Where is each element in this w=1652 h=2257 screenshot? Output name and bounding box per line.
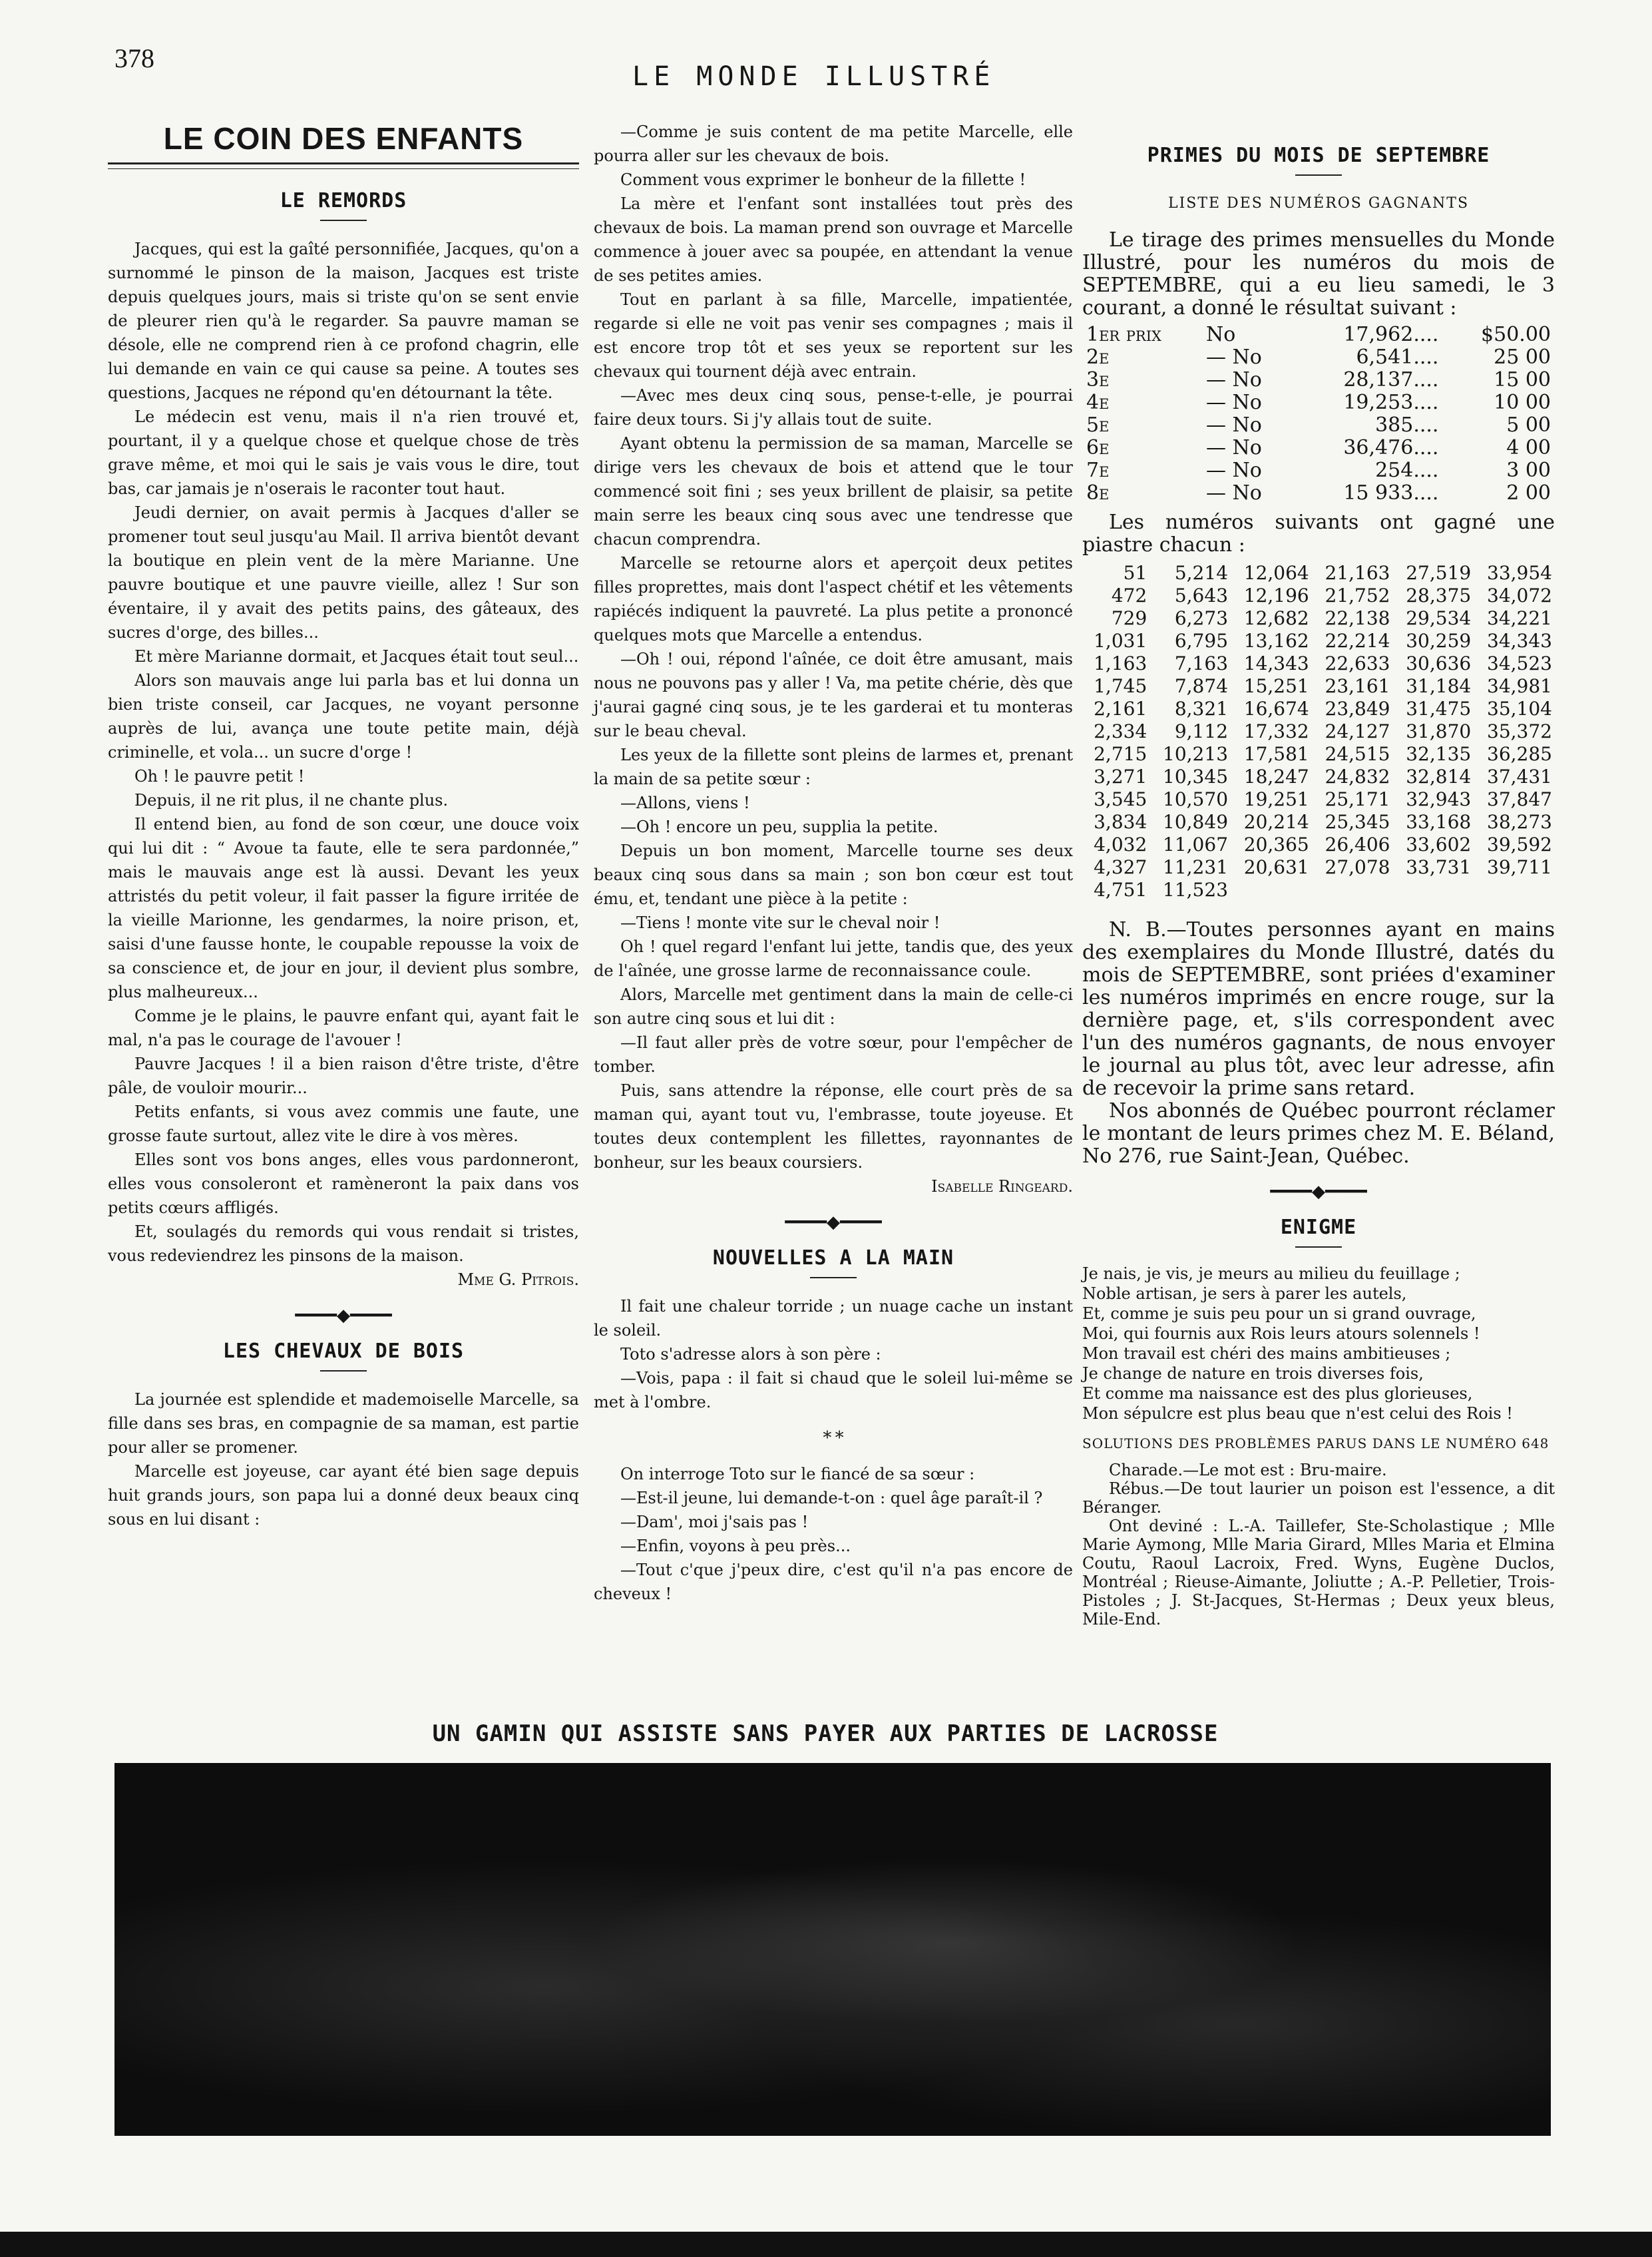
- winning-number: 22,138: [1325, 607, 1390, 629]
- winners-row: [1082, 630, 1555, 652]
- column-right: [1082, 120, 1555, 1629]
- ornament-divider: ━━━━◆━━━━: [1270, 1182, 1367, 1202]
- paragraph: —Oh ! oui, répond l'aînée, ce doit être amusant, mais nous ne pouvons pas y aller ! Va, ma petite chérie, dès que j'aurai gagné cinq sous, je te les garderai et tu monteras sur le beau cheval.: [594, 650, 1073, 740]
- winning-number: 34,072: [1487, 585, 1552, 607]
- paragraph: La journée est splendide et mademoiselle Marcelle, sa fille dans ses bras, en compagnie de sa maman, est partie pour aller se promener.: [108, 1390, 579, 1457]
- prize-number: 19,253....: [1343, 391, 1439, 414]
- article-title-chevaux: LES CHEVAUX DE BOIS: [222, 1340, 465, 1363]
- winning-number: 11,523: [1163, 879, 1229, 901]
- winning-number: 19,251: [1243, 788, 1309, 810]
- paragraph: —Enfin, voyons à peu près...: [620, 1537, 851, 1555]
- article-title-nouvelles: NOUVELLES A LA MAIN: [712, 1246, 954, 1270]
- section-title: LE COIN DES ENFANTS: [163, 121, 524, 156]
- paragraph: Les yeux de la fillette sont pleins de larmes et, prenant la main de sa petite sœur :: [594, 746, 1073, 788]
- paragraph: Oh ! le pauvre petit !: [134, 767, 305, 786]
- winning-number: 13,162: [1243, 630, 1309, 652]
- winning-number: 12,064: [1243, 562, 1309, 584]
- winning-number: 34,981: [1487, 675, 1552, 697]
- paragraph: Jeudi dernier, on avait permis à Jacques d'aller se promener tout seul jusqu'au Mail. Il arriva bientôt devant la boutique en plein vent de la mère Marianne. Une pauvre boutique et une pauvre vieille, allez ! Sur son éventaire, il y avait des petits pains, des gâteaux, des sucres d'orge, des billes...: [108, 503, 579, 642]
- prize-amount: 25 00: [1494, 346, 1551, 369]
- winning-number: [1474, 879, 1555, 901]
- winners-row: [1082, 811, 1555, 834]
- paragraph: Comment vous exprimer le bonheur de la fillette !: [620, 170, 1026, 189]
- piastre-intro: Les numéros suivants ont gagné une piastre chacun :: [1082, 511, 1555, 557]
- winning-number: 5,214: [1174, 562, 1229, 584]
- prize-rank: 8e: [1086, 481, 1110, 505]
- poem-line: Noble artisan, je sers à parer les autels,: [1082, 1284, 1407, 1303]
- poem-line: Et, comme je suis peu pour un si grand ouvrage,: [1082, 1304, 1476, 1323]
- winning-number: 4,327: [1094, 856, 1147, 878]
- winning-number: [1392, 879, 1474, 901]
- paragraph: Alors, Marcelle met gentiment dans la main de celle-ci son autre cinq sous et lui dit :: [594, 985, 1073, 1028]
- winning-number: 21,163: [1325, 562, 1390, 584]
- primes-intro: Le tirage des primes mensuelles du Monde Illustré, pour les numéros du mois de SEPTEMBRE, qui a eu lieu samedi, le 3 courant, a donné le résultat suivant :: [1082, 228, 1555, 320]
- winning-number: 33,168: [1406, 811, 1472, 833]
- winners-row: [1082, 675, 1555, 698]
- winning-number: 37,431: [1487, 766, 1552, 788]
- winning-number: 729: [1111, 607, 1147, 629]
- prize-number: 17,962....: [1343, 323, 1439, 346]
- winning-number: 31,475: [1406, 698, 1472, 720]
- winners-row: [1082, 743, 1555, 766]
- poem-line: Et comme ma naissance est des plus glorieuses,: [1082, 1384, 1473, 1403]
- prize-no: No: [1205, 323, 1236, 346]
- paragraph: Pauvre Jacques ! il a bien raison d'être triste, d'être pâle, de vouloir mourir...: [108, 1055, 579, 1097]
- winning-number: 2,161: [1094, 698, 1147, 720]
- winning-number: 1,163: [1094, 652, 1147, 674]
- asterism: * *: [823, 1428, 844, 1448]
- winning-number: 27,078: [1325, 856, 1390, 878]
- prize-amount: $50.00: [1481, 323, 1551, 346]
- prize-no: — No: [1205, 368, 1262, 391]
- winning-number: 30,259: [1406, 630, 1472, 652]
- paragraph: Marcelle est joyeuse, car ayant été bien sage depuis huit grands jours, son papa lui a donné deux beaux cinq sous en lui disant :: [108, 1462, 579, 1529]
- prize-row: [1082, 324, 1555, 346]
- winning-number: 15,251: [1243, 675, 1309, 697]
- winning-number: 33,602: [1406, 834, 1472, 856]
- winning-number: 32,135: [1406, 743, 1472, 765]
- winning-number: 2,334: [1094, 720, 1147, 742]
- winners-row: [1082, 562, 1555, 585]
- winners-row: [1082, 607, 1555, 630]
- winning-number: 11,067: [1163, 834, 1229, 856]
- paragraph: Puis, sans attendre la réponse, elle court près de sa maman qui, ayant tout vu, l'embrasse, toute joyeuse. Et toutes deux contemplent les fillettes, rayonnantes de bonheur, sur les beaux coursiers.: [594, 1081, 1073, 1172]
- winners-row: [1082, 879, 1555, 901]
- paragraph: —Allons, viens !: [620, 794, 750, 812]
- winning-number: 33,731: [1406, 856, 1472, 878]
- prize-amount: 5 00: [1506, 413, 1551, 437]
- winning-number: 25,345: [1325, 811, 1390, 833]
- article-body-chevaux: [108, 1387, 579, 1531]
- paragraph: —Oh ! encore un peu, supplia la petite.: [620, 818, 938, 836]
- winning-number: 32,943: [1406, 788, 1472, 810]
- prize-row: [1082, 482, 1555, 505]
- prize-rank: 2e: [1086, 346, 1110, 369]
- winning-number: [1312, 879, 1393, 901]
- winning-number: 3,834: [1094, 811, 1147, 833]
- winning-number: 2,715: [1094, 743, 1147, 765]
- winning-number: 39,711: [1487, 856, 1552, 878]
- paragraph: Depuis, il ne rit plus, il ne chante plus.: [134, 791, 449, 810]
- winning-number: 1,745: [1094, 675, 1147, 697]
- winning-numbers-table: [1082, 562, 1555, 901]
- paragraph: Depuis un bon moment, Marcelle tourne ses deux beaux cinq sous dans sa main ; son bon cœur est tout ému, et, tendant une pièce à la petite :: [594, 842, 1073, 908]
- paragraph: —Tout c'que j'peux dire, c'est qu'il n'a pas encore de cheveux !: [594, 1561, 1073, 1603]
- winners-row: [1082, 766, 1555, 788]
- prize-rank: 5e: [1086, 413, 1110, 437]
- paragraph: Ayant obtenu la permission de sa maman, Marcelle se dirige vers les chevaux de bois et attend que le tour commencé soit fini ; ses yeux brillent de plaisir, sa petite main serre les beaux cinq sous avec une tendresse que chacun comprendra.: [594, 434, 1073, 549]
- prize-number: 385....: [1375, 413, 1439, 437]
- winning-number: 23,849: [1325, 698, 1390, 720]
- paragraph: —Est-il jeune, lui demande-t-on : quel âge paraît-il ?: [620, 1489, 1043, 1507]
- winning-number: 3,271: [1094, 766, 1147, 788]
- column-middle: [594, 120, 1073, 1606]
- paragraph: —Avec mes deux cinq sous, pense-t-elle, je pourrai faire deux tours. Si j'y allais tout de suite.: [594, 386, 1073, 429]
- winning-number: 20,631: [1243, 856, 1309, 878]
- winning-number: 12,682: [1243, 607, 1309, 629]
- solutions-heading: SOLUTIONS DES PROBLÈMES PARUS DANS LE NUMÉRO 648: [1082, 1435, 1549, 1451]
- winning-number: 14,343: [1243, 652, 1309, 674]
- paragraph: —Il faut aller près de votre sœur, pour l'empêcher de tomber.: [594, 1033, 1073, 1076]
- prize-number: 28,137....: [1343, 368, 1439, 391]
- nouvelles-part-1: [594, 1294, 1073, 1414]
- prize-no: — No: [1205, 413, 1262, 437]
- paragraph: Marcelle se retourne alors et aperçoit deux petites filles proprettes, mais dont l'aspect chétif et les vêtements rapiécés indiquent la pauvreté. La plus petite a prononcé quelques mots que Marcelle a entendus.: [594, 554, 1073, 644]
- winning-number: 21,752: [1325, 585, 1390, 607]
- winners-row: [1082, 834, 1555, 856]
- poem-line: Mon travail est chéri des mains ambitieuses ;: [1082, 1344, 1451, 1363]
- winning-number: 4,751: [1094, 879, 1147, 901]
- winning-number: 6,273: [1174, 607, 1229, 629]
- winners-row: [1082, 788, 1555, 811]
- prize-number: 254....: [1375, 459, 1439, 482]
- winning-number: 34,523: [1487, 652, 1552, 674]
- primes-title: PRIMES DU MOIS DE SEPTEMBRE: [1147, 144, 1490, 167]
- solution-rebus: Rébus.—De tout laurier un poison est l'essence, a dit Béranger.: [1082, 1479, 1555, 1517]
- winning-number: 31,184: [1406, 675, 1472, 697]
- title-rule: [1295, 174, 1342, 176]
- winning-number: 10,570: [1163, 788, 1229, 810]
- winning-number: [1231, 879, 1312, 901]
- nouvelles-part-2: [594, 1462, 1073, 1606]
- prize-no: — No: [1205, 459, 1262, 482]
- poem-line: Je change de nature en trois diverses fois,: [1082, 1364, 1424, 1383]
- paragraph: —Vois, papa : il fait si chaud que le soleil lui-même se met à l'ombre.: [594, 1369, 1073, 1411]
- masthead: LE MONDE ILLUSTRÉ: [632, 61, 996, 92]
- winning-number: 25,171: [1325, 788, 1390, 810]
- prize-row: [1082, 414, 1555, 437]
- winning-number: 472: [1111, 585, 1147, 607]
- illustration-caption: UN GAMIN QUI ASSISTE SANS PAYER AUX PARTIES DE LACROSSE: [432, 1720, 1219, 1747]
- winning-number: 10,345: [1163, 766, 1229, 788]
- winning-number: 35,372: [1487, 720, 1552, 742]
- winning-number: 17,581: [1243, 743, 1309, 765]
- winning-number: 12,196: [1243, 585, 1309, 607]
- paragraph: Tout en parlant à sa fille, Marcelle, impatientée, regarde si elle ne voit pas venir ses compagnes ; mais il est encore trop tôt et ses yeux se reportent sur les chevaux qui tournent déjà avec entrain.: [594, 290, 1073, 381]
- paragraph: Elles sont vos bons anges, elles vous pardonneront, elles vous consoleront et ramèneront la paix dans vos petits cœurs affligés.: [108, 1150, 579, 1217]
- scan-edge: [0, 2232, 1652, 2257]
- quebec-note: Nos abonnés de Québec pourront réclamer le montant de leurs primes chez M. E. Béland, No 276, rue Saint-Jean, Québec.: [1082, 1099, 1555, 1168]
- article-body-remords: [108, 237, 579, 1268]
- winners-row: [1082, 720, 1555, 743]
- winning-number: 22,214: [1325, 630, 1390, 652]
- paragraph: Alors son mauvais ange lui parla bas et lui donna un bien triste conseil, car Jacques, ne voyant personne auprès de lui, avança une toute petite main, déjà criminelle, et vola... un sucre d'orge !: [108, 671, 579, 762]
- enigme-title: ENIGME: [1280, 1216, 1357, 1239]
- paragraph: Et, soulagés du remords qui vous rendait si tristes, vous redeviendrez les pinsons de la maison.: [108, 1222, 579, 1265]
- prize-amount: 15 00: [1494, 368, 1551, 391]
- double-rule: [108, 162, 579, 169]
- prize-rank: 3e: [1086, 368, 1110, 391]
- prize-amount: 10 00: [1494, 391, 1551, 414]
- solution-charade: Charade.—Le mot est : Bru-maire.: [1109, 1461, 1387, 1479]
- prize-amount: 3 00: [1506, 459, 1551, 482]
- nb-note: N. B.—Toutes personnes ayant en mains des exemplaires du Monde Illustré, datés du mois de SEPTEMBRE, sont priées d'examiner les numéros imprimés en encre rouge, sur la dernière page, et, s'ils correspondent avec l'un des numéros gagnants, de nous envoyer le journal au plus tôt, avec leur adresse, afin de recevoir la prime sans retard.: [1082, 918, 1555, 1100]
- prize-row: [1082, 459, 1555, 482]
- paragraph: Il entend bien, au fond de son cœur, une douce voix qui lui dit : “ Avoue ta faute, elle te sera pardonnée,” mais le mauvais ange est là aussi. Devant les yeux attristés du petit voleur, il fait passer la figure irritée de la vieille Marionne, les gendarmes, la noire prison, et, saisi d'une fausse honte, le coupable repousse la voix de sa conscience et, de jour en jour, il devient plus sombre, plus malheureux...: [108, 815, 579, 1001]
- winning-number: 4,032: [1094, 834, 1147, 856]
- title-rule: [810, 1277, 857, 1278]
- winning-number: 28,375: [1406, 585, 1472, 607]
- prize-no: — No: [1205, 481, 1262, 505]
- title-rule: [320, 220, 367, 221]
- winning-number: 10,213: [1163, 743, 1229, 765]
- prize-no: — No: [1205, 346, 1262, 369]
- winning-number: 34,221: [1487, 607, 1552, 629]
- prize-row: [1082, 391, 1555, 414]
- paragraph: Petits enfants, si vous avez commis une faute, une grosse faute surtout, allez vite le dire à vos mères.: [108, 1103, 579, 1145]
- prize-number: 36,476....: [1343, 436, 1439, 459]
- winners-row: [1082, 698, 1555, 720]
- winning-number: 16,674: [1243, 698, 1309, 720]
- prize-row: [1082, 346, 1555, 369]
- prize-number: 6,541....: [1356, 346, 1439, 369]
- title-rule: [1295, 1246, 1342, 1248]
- paragraph: Le médecin est venu, mais il n'a rien trouvé et, pourtant, il y a quelque chose et quelque chose de très grave même, et moi qui le sais je vais vous le dire, tout bas, car jamais je n'oserais le raconter tout haut.: [108, 407, 579, 498]
- winning-number: 24,515: [1325, 743, 1390, 765]
- winners-row: [1082, 652, 1555, 675]
- poem-line: Mon sépulcre est plus beau que n'est celui des Rois !: [1082, 1404, 1513, 1423]
- winning-number: 51: [1123, 562, 1147, 584]
- article-title-remords: LE REMORDS: [280, 189, 407, 212]
- paragraph: Toto s'adresse alors à son père :: [620, 1345, 881, 1364]
- winning-number: 7,163: [1174, 652, 1229, 674]
- paragraph: La mère et l'enfant sont installées tout près des chevaux de bois. La maman prend son ouvrage et Marcelle commence à jouer avec sa poupée, en attendant la venue de ses petites amies.: [594, 194, 1073, 285]
- winning-number: 30,636: [1406, 652, 1472, 674]
- winning-number: 17,332: [1243, 720, 1309, 742]
- prize-rank: 7e: [1086, 459, 1110, 482]
- winning-number: 8,321: [1174, 698, 1229, 720]
- winning-number: 9,112: [1174, 720, 1229, 742]
- prize-rank: 1er prix: [1086, 323, 1161, 346]
- signature-pitrois: Mme G. Pitrois.: [457, 1270, 579, 1289]
- winning-number: 7,874: [1174, 675, 1229, 697]
- winning-number: 11,231: [1163, 856, 1229, 878]
- winning-number: 32,814: [1406, 766, 1472, 788]
- winning-number: 34,343: [1487, 630, 1552, 652]
- winning-number: 33,954: [1487, 562, 1552, 584]
- paragraph: Il fait une chaleur torride ; un nuage cache un instant le soleil.: [594, 1297, 1073, 1340]
- prize-amount: 2 00: [1506, 481, 1551, 505]
- winning-number: 39,592: [1487, 834, 1552, 856]
- winning-number: 37,847: [1487, 788, 1552, 810]
- winning-number: 29,534: [1406, 607, 1472, 629]
- ornament-divider: ━━━━◆━━━━: [295, 1306, 392, 1326]
- paragraph: Jacques, qui est la gaîté personnifiée, Jacques, qu'on a surnommé le pinson de la maison, Jacques est triste depuis quelques jours, mais si triste qu'on se sent envie de pleurer rien qu'à le regarder. Sa pauvre maman se désole, elle ne comprend rien à ce profond chagrin, elle lui demande en vain ce qui cause sa peine. A toutes ses questions, Jacques ne répond qu'en détournant la tête.: [108, 240, 579, 402]
- winning-number: 26,406: [1325, 834, 1390, 856]
- enigme-poem: [1082, 1264, 1555, 1423]
- poem-line: Moi, qui fournis aux Rois leurs atours solennels !: [1082, 1324, 1480, 1343]
- title-rule: [320, 1370, 367, 1372]
- winning-number: 36,285: [1487, 743, 1552, 765]
- winning-number: 24,832: [1325, 766, 1390, 788]
- winners-row: [1082, 856, 1555, 879]
- winning-number: 3,545: [1094, 788, 1147, 810]
- prize-row: [1082, 369, 1555, 391]
- prize-number: 15 933....: [1343, 481, 1439, 505]
- page-number: 378: [114, 43, 154, 73]
- winning-number: 1,031: [1094, 630, 1147, 652]
- winning-number: 20,365: [1243, 834, 1309, 856]
- winning-number: 31,870: [1406, 720, 1472, 742]
- paragraph: Oh ! quel regard l'enfant lui jette, tandis que, des yeux de l'aînée, une grosse larme de reconnaissance coule.: [594, 937, 1073, 980]
- winning-number: 35,104: [1487, 698, 1552, 720]
- lacrosse-illustration: [114, 1763, 1551, 2136]
- winning-number: 6,795: [1174, 630, 1229, 652]
- winning-number: 20,214: [1243, 811, 1309, 833]
- paragraph: —Tiens ! monte vite sur le cheval noir !: [620, 913, 940, 932]
- paragraph: Et mère Marianne dormait, et Jacques était tout seul...: [134, 647, 579, 666]
- prize-no: — No: [1205, 391, 1262, 414]
- paragraph: —Dam', moi j'sais pas !: [620, 1513, 809, 1531]
- winning-number: 27,519: [1406, 562, 1472, 584]
- paragraph: —Comme je suis content de ma petite Marcelle, elle pourra aller sur les chevaux de bois.: [594, 123, 1073, 165]
- prize-row: [1082, 437, 1555, 459]
- winning-number: 23,161: [1325, 675, 1390, 697]
- ont-devine: Ont deviné : L.-A. Taillefer, Ste-Scholastique ; Mlle Marie Aymong, Mlle Maria Girard, Mlles Maria et Elmina Coutu, Raoul Lacroix, Fred. Wyns, Eugène Duclos, Montréal ; Rieuse-Aimante, Joliutte ; A.-P. Pelletier, Trois-Pistoles ; J. St-Jacques, St-Hermas ; Deux yeux bleus, Mile-End.: [1082, 1517, 1555, 1629]
- winning-number: 38,273: [1487, 811, 1552, 833]
- prize-amount: 4 00: [1506, 436, 1551, 459]
- paragraph: On interroge Toto sur le fiancé de sa sœur :: [620, 1465, 975, 1483]
- prize-rank: 4e: [1086, 391, 1110, 414]
- prize-table: [1082, 324, 1555, 505]
- article-body-chevaux-continued: [594, 120, 1073, 1174]
- winning-number: 5,643: [1174, 585, 1229, 607]
- winning-number: 10,849: [1163, 811, 1229, 833]
- winners-row: [1082, 585, 1555, 607]
- paragraph: Comme je le plains, le pauvre enfant qui, ayant fait le mal, n'a pas le courage de l'avouer !: [108, 1007, 579, 1049]
- winning-number: 24,127: [1325, 720, 1390, 742]
- winning-number: 22,633: [1325, 652, 1390, 674]
- column-left: [108, 120, 579, 1531]
- signature-ringeard: Isabelle Ringeard.: [931, 1177, 1073, 1196]
- primes-subtitle: LISTE DES NUMÉROS GAGNANTS: [1167, 195, 1470, 212]
- ornament-divider: ━━━━◆━━━━: [785, 1212, 882, 1232]
- prize-rank: 6e: [1086, 436, 1110, 459]
- prize-no: — No: [1205, 436, 1262, 459]
- winning-number: 18,247: [1243, 766, 1309, 788]
- poem-line: Je nais, je vis, je meurs au milieu du feuillage ;: [1082, 1264, 1460, 1283]
